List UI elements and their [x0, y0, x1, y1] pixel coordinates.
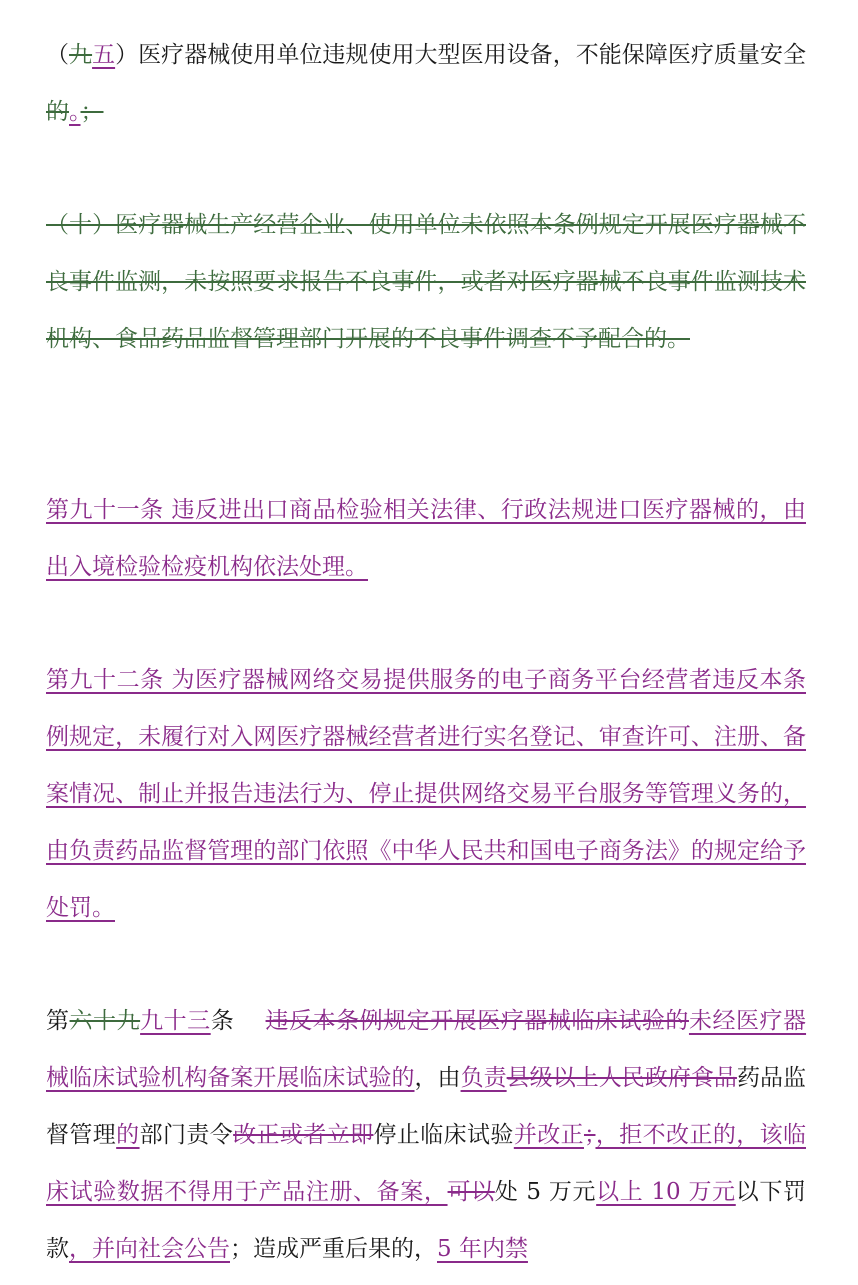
article-93-deleted-correct: 改正或者立即 [233, 1122, 374, 1148]
article-93-deleted-semicolon: ； [583, 1122, 596, 1148]
article-93-inserted-ban: 5 年内禁 [437, 1236, 528, 1262]
article-93-inserted-announce: ，并向社会公告 [69, 1236, 230, 1262]
deleted-number: 九 [69, 42, 93, 68]
article-93-s3: ，由 [414, 1065, 461, 1091]
article-93-deleted-number: 六十九 [69, 1008, 141, 1034]
article-93-s5: 部门责令 [139, 1122, 234, 1148]
article-93-s4: 药品监督管理 [46, 1065, 806, 1148]
article-93-deleted-clause: 违反本条例规定开展医疗器械临床试验的 [265, 1008, 689, 1034]
article-93-inserted-correct: 并改正 [513, 1122, 584, 1148]
article-93-s1: 第 [46, 1008, 70, 1034]
paren-open: （ [46, 42, 70, 68]
article-93-inserted-refuse: ，拒不改正的，该临床试验数据不得用于产品注册、备案， [46, 1122, 806, 1205]
paragraph-item-9-5 [46, 27, 806, 141]
deleted-paragraph-item-10 [46, 197, 806, 368]
deleted-tail: 的 [46, 99, 69, 125]
article-93-s9: ；造成严重后果的， [230, 1236, 437, 1262]
article-93-s6: 停止临床试验 [373, 1122, 514, 1148]
deleted-semicolon: ； [80, 99, 104, 125]
inserted-number: 五 [92, 42, 116, 68]
article-93-s2: 条 [210, 1008, 266, 1034]
article-93-deleted-gov: 县级以上人民政府食品 [506, 1065, 737, 1091]
item-text: ）医疗器械使用单位违规使用大型医用设备，不能保障医疗质量安全 [115, 42, 806, 68]
article-93-s7: 处 5 万元 [494, 1179, 597, 1205]
article-93 [46, 993, 806, 1278]
inserted-period: 。 [69, 99, 81, 125]
article-93-s8: 以下罚款 [46, 1179, 807, 1262]
article-93-inserted-number: 九十三 [140, 1008, 211, 1034]
article-93-inserted-clause: 未经医疗器械临床试验机构备案开展临床试验的 [46, 1008, 807, 1091]
article-93-inserted-responsible: 负责 [460, 1065, 507, 1091]
article-91 [46, 482, 806, 596]
article-91-text: 第九十一条 违反进出口商品检验相关法律、行政法规进口医疗器械的，由出入境检验检疫机构依法处理。 [46, 497, 806, 580]
article-93-deleted-may: 可以 [447, 1179, 495, 1205]
article-92 [46, 652, 806, 937]
article-93-inserted-de: 的 [116, 1122, 140, 1148]
article-92-text: 第九十二条 为医疗器械网络交易提供服务的电子商务平台经营者违反本条例规定，未履行对入网医疗器械经营者进行实名登记、审查许可、注册、备案情况、制止并报告违法行为、停止提供网络交易平台服务等管理义务的，由负责药品监督管理的部门依照《中华人民共和国电子商务法》的规定给予处罚。 [46, 667, 806, 921]
article-93-inserted-amount: 以上 10 万元 [596, 1179, 736, 1205]
deleted-item-text: （十）医疗器械生产经营企业、使用单位未依照本条例规定开展医疗器械不良事件监测，未按照要求报告不良事件，或者对医疗器械不良事件监测技术机构、食品药品监督管理部门开展的不良事件调查不予配合的。 [46, 212, 806, 352]
